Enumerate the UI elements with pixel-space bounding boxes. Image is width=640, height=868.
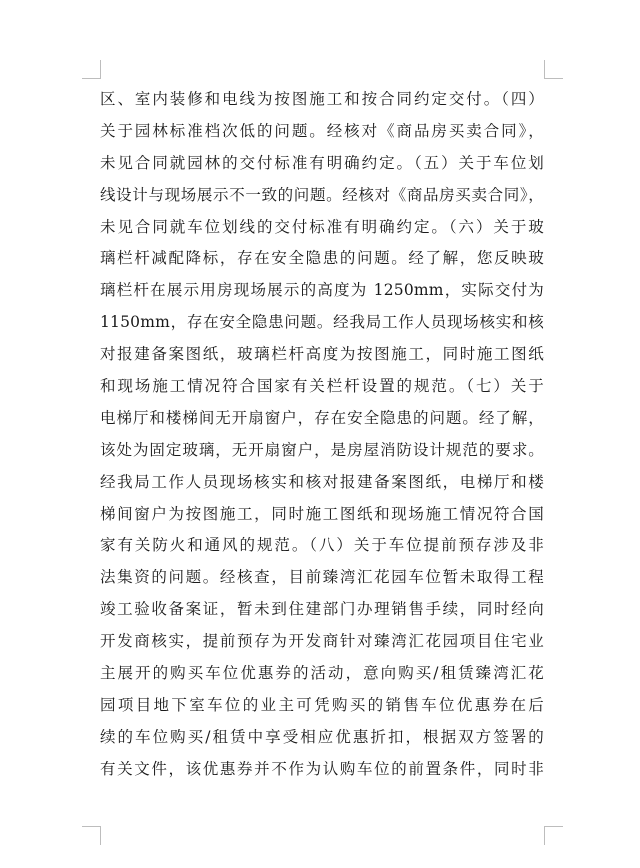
corner-mark-top-right	[544, 60, 563, 79]
text-line: 续的车位购买/租赁中享受相应优惠折扣，根据双方签署的	[100, 727, 544, 746]
text-line: 璃栏杆减配降标，存在安全隐患的问题。经了解，您反映玻	[100, 249, 544, 268]
text-line: 未见合同就车位划线的交付标准有明确约定。（六）关于玻	[100, 217, 544, 236]
text-line: 园项目地下室车位的业主可凭购买的销售车位优惠券在后	[100, 695, 544, 714]
text-line: 家有关防火和通风的规范。（八）关于车位提前预存涉及非	[100, 536, 544, 555]
text-line: 璃栏杆在展示用房现场展示的高度为 1250mm，实际交付为	[100, 281, 544, 300]
text-line: 竣工验收备案证，暂未到住建部门办理销售手续，同时经向	[100, 600, 544, 619]
text-line: 该处为固定玻璃，无开扇窗户，是房屋消防设计规范的要求。	[100, 440, 544, 459]
corner-mark-bottom-left	[82, 826, 101, 845]
text-line: 经我局工作人员现场核实和核对报建备案图纸，电梯厅和楼	[100, 472, 544, 491]
text-line: 未见合同就园林的交付标准有明确约定。（五）关于车位划	[100, 153, 544, 172]
text-line: 法集资的问题。经核查，目前臻湾汇花园车位暂未取得工程	[100, 568, 544, 587]
corner-mark-top-left	[82, 60, 101, 79]
text-line: 1150mm，存在安全隐患问题。经我局工作人员现场核实和核	[100, 313, 544, 332]
text-line: 电梯厅和楼梯间无开扇窗户，存在安全隐患的问题。经了解，	[100, 408, 544, 427]
text-line: 线设计与现场展示不一致的问题。经核对《商品房买卖合同》，	[100, 185, 544, 204]
text-line: 对报建备案图纸，玻璃栏杆高度为按图施工，同时施工图纸	[100, 345, 544, 364]
text-line: 开发商核实，提前预存为开发商针对臻湾汇花园项目住宅业	[100, 632, 544, 651]
text-line: 主展开的购买车位优惠券的活动，意向购买/租赁臻湾汇花	[100, 664, 544, 683]
text-line: 有关文件，该优惠券并不作为认购车位的前置条件，同时非	[100, 759, 544, 778]
text-line: 梯间窗户为按图施工，同时施工图纸和现场施工情况符合国	[100, 504, 544, 523]
body-text	[100, 84, 544, 786]
text-line: 关于园林标准档次低的问题。经核对《商品房买卖合同》，	[100, 121, 544, 140]
text-line: 和现场施工情况符合国家有关栏杆设置的规范。（七）关于	[100, 377, 544, 396]
corner-mark-bottom-right	[544, 826, 563, 845]
text-line: 区、室内装修和电线为按图施工和按合同约定交付。（四）	[100, 90, 544, 108]
